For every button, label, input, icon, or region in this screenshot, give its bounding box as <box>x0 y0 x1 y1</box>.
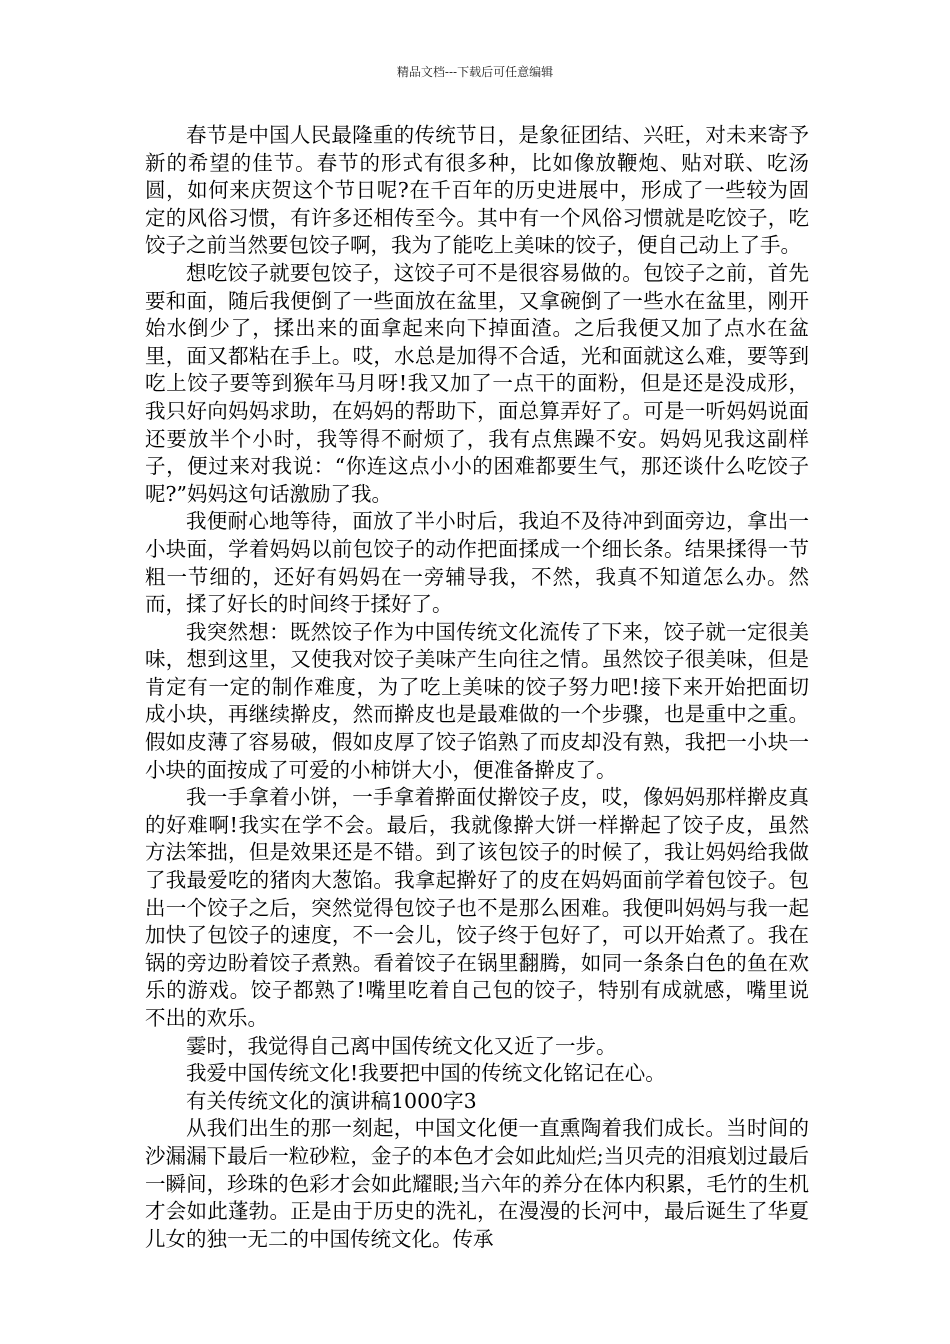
paragraph: 我一手拿着小饼，一手拿着擀面仗擀饺子皮，哎，像妈妈那样擀皮真的好难啊!我实在学不会。最后，我就像擀大饼一样擀起了饺子皮，虽然方法笨拙，但是效果还是不错。到了该包饺子的时候了，我让妈妈给我做了我最爱吃的猪肉大葱馅。我拿起擀好了的皮在妈妈面前学着包饺子。包出一个饺子之后，突然觉得包饺子也不是那么困难。我便叫妈妈与我一起加快了包饺子的速度，不一会儿，饺子终于包好了，可以开始煮了。我在锅的旁边盼着饺子煮熟。看着饺子在锅里翻腾，如同一条条白色的鱼在欢乐的游戏。饺子都熟了!嘴里吃着自己包的饺子，特别有成就感，嘴里说不出的欢乐。 <box>145 785 809 1030</box>
page-header: 精品文档---下载后可任意编辑 <box>396 65 554 79</box>
paragraph: 我突然想：既然饺子作为中国传统文化流传了下来，饺子就一定很美味，想到这里，又使我对饺子美味产生向往之情。虽然饺子很美味，但是肯定有一定的制作难度，为了吃上美味的饺子努力吧!接下来开始把面切成小块，再继续擀皮，然而擀皮也是最难做的一个步骤，也是重中之重。假如皮薄了容易破，假如皮厚了饺子馅熟了而皮却没有熟，我把一小块一小块的面按成了可爱的小柿饼大小，便准备擀皮了。 <box>145 619 809 782</box>
paragraph: 从我们出生的那一刻起，中国文化便一直熏陶着我们成长。当时间的沙漏漏下最后一粒砂粒，金子的本色才会如此灿烂;当贝壳的泪痕划过最后一瞬间，珍珠的色彩才会如此耀眼;当六年的养分在体内积累，毛竹的生机才会如此蓬勃。正是由于历史的洗礼，在漫漫的长河中，最后诞生了华夏儿女的独一无二的中国传统文化。传承 <box>145 1116 809 1251</box>
paragraph: 我便耐心地等待，面放了半小时后，我迫不及待冲到面旁边，拿出一小块面，学着妈妈以前包饺子的动作把面揉成一个细长条。结果揉得一节粗一节细的，还好有妈妈在一旁辅导我，不然，我真不知道怎么办。然而，揉了好长的时间终于揉好了。 <box>145 509 809 617</box>
paragraph: 霎时，我觉得自己离中国传统文化又近了一步。 <box>186 1033 617 1058</box>
paragraph: 我爱中国传统文化!我要把中国的传统文化铭记在心。 <box>186 1061 666 1086</box>
paragraph: 春节是中国人民最隆重的传统节日，是象征团结、兴旺，对未来寄予新的希望的佳节。春节的形式有很多种，比如像放鞭炮、贴对联、吃汤圆，如何来庆贺这个节日呢?在千百年的历史进展中，形成了一些较为固定的风俗习惯，有许多还相传至今。其中有一个风俗习惯就是吃饺子，吃饺子之前当然要包饺子啊，我为了能吃上美味的饺子，便自己动上了手。 <box>145 123 809 258</box>
document-body <box>145 122 809 1253</box>
paragraph: 想吃饺子就要包饺子，这饺子可不是很容易做的。包饺子之前，首先要和面，随后我便倒了一些面放在盆里，又拿碗倒了一些水在盆里，刚开始水倒少了，揉出来的面拿起来向下掉面渣。之后我便又加了点水在盆里，面又都粘在手上。哎，水总是加得不合适，光和面就这么难，要等到吃上饺子要等到猴年马月呀!我又加了一点干的面粉，但是还是没成形，我只好向妈妈求助，在妈妈的帮助下，面总算弄好了。可是一听妈妈说面还要放半个小时，我等得不耐烦了，我有点焦躁不安。妈妈见我这副样子，便过来对我说：“你连这点小小的困难都要生气，那还谈什么吃饺子呢?”妈妈这句话激励了我。 <box>145 260 809 506</box>
section-heading: 有关传统文化的演讲稿1000字3 <box>186 1088 477 1113</box>
